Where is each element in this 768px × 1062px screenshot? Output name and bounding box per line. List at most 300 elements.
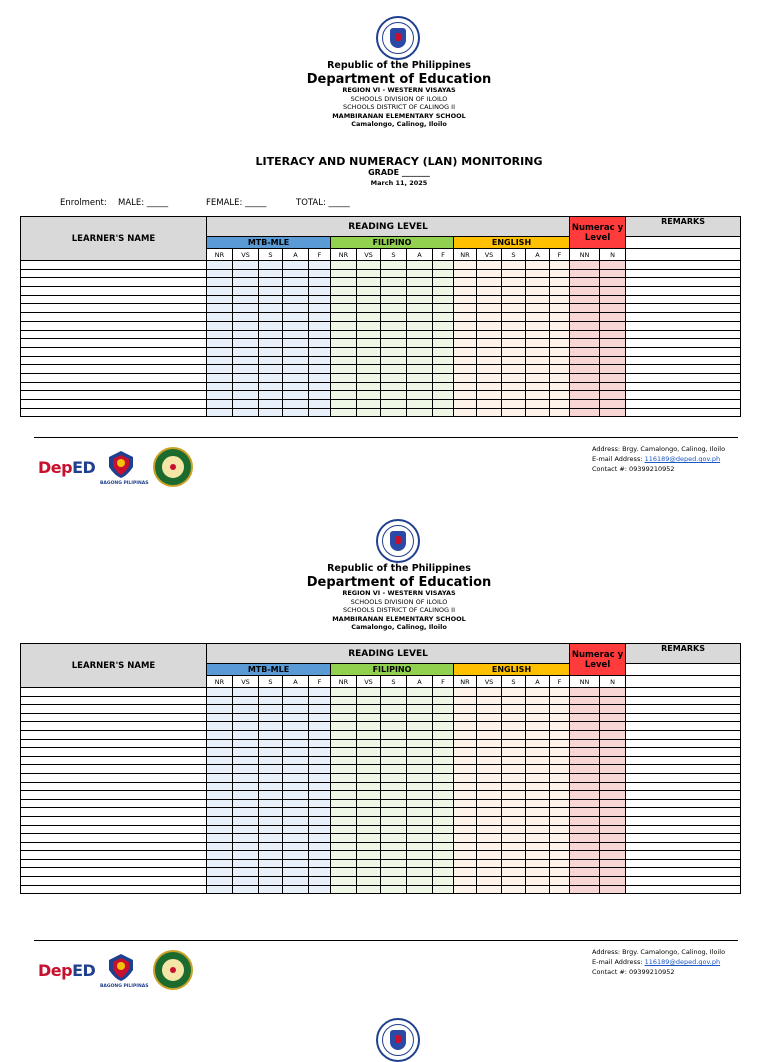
level-cell[interactable] [600, 347, 626, 356]
level-cell[interactable] [331, 261, 357, 270]
level-cell[interactable] [259, 808, 283, 817]
level-cell[interactable] [502, 816, 526, 825]
level-cell[interactable] [526, 330, 550, 339]
level-cell[interactable] [207, 313, 233, 322]
remarks-cell[interactable] [626, 713, 741, 722]
learner-name-cell[interactable] [21, 877, 207, 886]
level-cell[interactable] [526, 382, 550, 391]
level-cell[interactable] [259, 816, 283, 825]
level-cell[interactable] [407, 739, 433, 748]
level-cell[interactable] [454, 868, 477, 877]
level-cell[interactable] [381, 339, 407, 348]
level-cell[interactable] [309, 834, 331, 843]
level-cell[interactable] [502, 834, 526, 843]
level-cell[interactable] [570, 885, 600, 894]
level-cell[interactable] [600, 859, 626, 868]
level-cell[interactable] [454, 808, 477, 817]
learner-name-cell[interactable] [21, 688, 207, 697]
learner-name-cell[interactable] [21, 313, 207, 322]
level-cell[interactable] [600, 321, 626, 330]
level-cell[interactable] [550, 295, 570, 304]
level-cell[interactable] [233, 877, 259, 886]
level-cell[interactable] [526, 705, 550, 714]
remarks-cell[interactable] [626, 391, 741, 400]
level-cell[interactable] [550, 313, 570, 322]
level-cell[interactable] [550, 688, 570, 697]
learner-name-cell[interactable] [21, 791, 207, 800]
level-cell[interactable] [207, 269, 233, 278]
level-cell[interactable] [309, 408, 331, 417]
level-cell[interactable] [207, 339, 233, 348]
level-cell[interactable] [550, 799, 570, 808]
level-cell[interactable] [502, 696, 526, 705]
level-cell[interactable] [331, 765, 357, 774]
level-cell[interactable] [570, 868, 600, 877]
level-cell[interactable] [502, 278, 526, 287]
level-cell[interactable] [526, 765, 550, 774]
level-cell[interactable] [600, 295, 626, 304]
level-cell[interactable] [433, 347, 454, 356]
level-cell[interactable] [259, 287, 283, 296]
level-cell[interactable] [454, 705, 477, 714]
level-cell[interactable] [381, 304, 407, 313]
level-cell[interactable] [407, 261, 433, 270]
level-cell[interactable] [309, 373, 331, 382]
level-cell[interactable] [550, 851, 570, 860]
level-cell[interactable] [207, 825, 233, 834]
level-cell[interactable] [233, 278, 259, 287]
learner-name-cell[interactable] [21, 347, 207, 356]
remarks-cell[interactable] [626, 765, 741, 774]
level-cell[interactable] [433, 765, 454, 774]
level-cell[interactable] [381, 739, 407, 748]
level-cell[interactable] [309, 295, 331, 304]
level-cell[interactable] [233, 730, 259, 739]
level-cell[interactable] [331, 799, 357, 808]
level-cell[interactable] [526, 408, 550, 417]
level-cell[interactable] [207, 885, 233, 894]
level-cell[interactable] [381, 295, 407, 304]
level-cell[interactable] [454, 825, 477, 834]
level-cell[interactable] [331, 851, 357, 860]
level-cell[interactable] [407, 773, 433, 782]
level-cell[interactable] [381, 373, 407, 382]
level-cell[interactable] [233, 851, 259, 860]
level-cell[interactable] [233, 356, 259, 365]
level-cell[interactable] [331, 339, 357, 348]
level-cell[interactable] [381, 321, 407, 330]
level-cell[interactable] [357, 859, 381, 868]
level-cell[interactable] [233, 748, 259, 757]
level-cell[interactable] [381, 868, 407, 877]
level-cell[interactable] [502, 287, 526, 296]
level-cell[interactable] [570, 816, 600, 825]
level-cell[interactable] [502, 304, 526, 313]
level-cell[interactable] [600, 339, 626, 348]
level-cell[interactable] [600, 269, 626, 278]
level-cell[interactable] [357, 808, 381, 817]
level-cell[interactable] [357, 739, 381, 748]
learner-name-cell[interactable] [21, 748, 207, 757]
level-cell[interactable] [207, 834, 233, 843]
level-cell[interactable] [570, 321, 600, 330]
level-cell[interactable] [433, 688, 454, 697]
remarks-cell[interactable] [626, 834, 741, 843]
level-cell[interactable] [331, 834, 357, 843]
level-cell[interactable] [502, 877, 526, 886]
level-cell[interactable] [477, 705, 502, 714]
level-cell[interactable] [407, 408, 433, 417]
level-cell[interactable] [526, 278, 550, 287]
level-cell[interactable] [207, 713, 233, 722]
level-cell[interactable] [526, 365, 550, 374]
level-cell[interactable] [570, 373, 600, 382]
level-cell[interactable] [381, 877, 407, 886]
level-cell[interactable] [283, 859, 309, 868]
level-cell[interactable] [570, 278, 600, 287]
level-cell[interactable] [357, 877, 381, 886]
level-cell[interactable] [309, 816, 331, 825]
remarks-cell[interactable] [626, 287, 741, 296]
level-cell[interactable] [283, 304, 309, 313]
level-cell[interactable] [309, 739, 331, 748]
level-cell[interactable] [207, 356, 233, 365]
level-cell[interactable] [381, 773, 407, 782]
remarks-cell[interactable] [626, 347, 741, 356]
level-cell[interactable] [233, 705, 259, 714]
level-cell[interactable] [570, 877, 600, 886]
level-cell[interactable] [283, 278, 309, 287]
level-cell[interactable] [259, 391, 283, 400]
level-cell[interactable] [570, 365, 600, 374]
level-cell[interactable] [259, 791, 283, 800]
level-cell[interactable] [207, 765, 233, 774]
level-cell[interactable] [207, 400, 233, 409]
level-cell[interactable] [259, 339, 283, 348]
level-cell[interactable] [477, 739, 502, 748]
level-cell[interactable] [433, 400, 454, 409]
level-cell[interactable] [477, 791, 502, 800]
level-cell[interactable] [407, 356, 433, 365]
total-field[interactable]: TOTAL: _____ [296, 198, 350, 208]
level-cell[interactable] [381, 885, 407, 894]
level-cell[interactable] [357, 295, 381, 304]
level-cell[interactable] [259, 730, 283, 739]
remarks-cell[interactable] [626, 816, 741, 825]
level-cell[interactable] [433, 885, 454, 894]
level-cell[interactable] [550, 834, 570, 843]
level-cell[interactable] [331, 373, 357, 382]
level-cell[interactable] [502, 713, 526, 722]
level-cell[interactable] [309, 330, 331, 339]
level-cell[interactable] [526, 287, 550, 296]
level-cell[interactable] [600, 782, 626, 791]
level-cell[interactable] [454, 278, 477, 287]
level-cell[interactable] [526, 773, 550, 782]
level-cell[interactable] [309, 365, 331, 374]
level-cell[interactable] [454, 859, 477, 868]
level-cell[interactable] [550, 696, 570, 705]
level-cell[interactable] [357, 730, 381, 739]
level-cell[interactable] [331, 408, 357, 417]
level-cell[interactable] [477, 365, 502, 374]
level-cell[interactable] [381, 851, 407, 860]
level-cell[interactable] [331, 391, 357, 400]
level-cell[interactable] [454, 765, 477, 774]
level-cell[interactable] [433, 408, 454, 417]
level-cell[interactable] [207, 365, 233, 374]
level-cell[interactable] [357, 688, 381, 697]
level-cell[interactable] [454, 330, 477, 339]
level-cell[interactable] [259, 739, 283, 748]
level-cell[interactable] [283, 834, 309, 843]
level-cell[interactable] [433, 278, 454, 287]
level-cell[interactable] [526, 373, 550, 382]
level-cell[interactable] [207, 295, 233, 304]
level-cell[interactable] [502, 756, 526, 765]
remarks-cell[interactable] [626, 365, 741, 374]
level-cell[interactable] [259, 321, 283, 330]
level-cell[interactable] [283, 295, 309, 304]
level-cell[interactable] [309, 782, 331, 791]
level-cell[interactable] [550, 304, 570, 313]
level-cell[interactable] [526, 842, 550, 851]
level-cell[interactable] [331, 791, 357, 800]
level-cell[interactable] [357, 278, 381, 287]
learner-name-cell[interactable] [21, 373, 207, 382]
level-cell[interactable] [407, 295, 433, 304]
learner-name-cell[interactable] [21, 400, 207, 409]
level-cell[interactable] [454, 688, 477, 697]
level-cell[interactable] [433, 304, 454, 313]
level-cell[interactable] [454, 365, 477, 374]
level-cell[interactable] [526, 885, 550, 894]
level-cell[interactable] [570, 791, 600, 800]
level-cell[interactable] [433, 816, 454, 825]
level-cell[interactable] [477, 834, 502, 843]
level-cell[interactable] [357, 791, 381, 800]
level-cell[interactable] [381, 842, 407, 851]
level-cell[interactable] [331, 382, 357, 391]
level-cell[interactable] [331, 365, 357, 374]
level-cell[interactable] [477, 730, 502, 739]
level-cell[interactable] [502, 408, 526, 417]
level-cell[interactable] [433, 834, 454, 843]
level-cell[interactable] [357, 782, 381, 791]
learner-name-cell[interactable] [21, 261, 207, 270]
level-cell[interactable] [233, 859, 259, 868]
learner-name-cell[interactable] [21, 773, 207, 782]
level-cell[interactable] [259, 748, 283, 757]
level-cell[interactable] [454, 408, 477, 417]
level-cell[interactable] [309, 748, 331, 757]
level-cell[interactable] [477, 278, 502, 287]
level-cell[interactable] [309, 261, 331, 270]
level-cell[interactable] [454, 739, 477, 748]
level-cell[interactable] [381, 705, 407, 714]
level-cell[interactable] [283, 851, 309, 860]
remarks-cell[interactable] [626, 278, 741, 287]
level-cell[interactable] [433, 808, 454, 817]
level-cell[interactable] [477, 382, 502, 391]
level-cell[interactable] [502, 782, 526, 791]
level-cell[interactable] [570, 408, 600, 417]
learner-name-cell[interactable] [21, 321, 207, 330]
remarks-cell[interactable] [626, 868, 741, 877]
female-field[interactable]: FEMALE: _____ [206, 198, 267, 208]
level-cell[interactable] [502, 688, 526, 697]
male-field[interactable]: MALE: _____ [118, 198, 169, 208]
level-cell[interactable] [502, 365, 526, 374]
level-cell[interactable] [526, 739, 550, 748]
level-cell[interactable] [283, 799, 309, 808]
level-cell[interactable] [381, 730, 407, 739]
remarks-cell[interactable] [626, 782, 741, 791]
level-cell[interactable] [407, 756, 433, 765]
level-cell[interactable] [381, 748, 407, 757]
level-cell[interactable] [526, 868, 550, 877]
level-cell[interactable] [454, 713, 477, 722]
level-cell[interactable] [570, 859, 600, 868]
level-cell[interactable] [550, 748, 570, 757]
level-cell[interactable] [381, 799, 407, 808]
level-cell[interactable] [331, 816, 357, 825]
level-cell[interactable] [309, 356, 331, 365]
level-cell[interactable] [283, 356, 309, 365]
footer-email-link[interactable]: 116189@deped.gov.ph [644, 958, 721, 966]
level-cell[interactable] [309, 287, 331, 296]
level-cell[interactable] [550, 816, 570, 825]
level-cell[interactable] [502, 748, 526, 757]
level-cell[interactable] [600, 400, 626, 409]
level-cell[interactable] [283, 885, 309, 894]
level-cell[interactable] [433, 356, 454, 365]
level-cell[interactable] [477, 808, 502, 817]
remarks-cell[interactable] [626, 877, 741, 886]
level-cell[interactable] [526, 304, 550, 313]
level-cell[interactable] [407, 269, 433, 278]
level-cell[interactable] [207, 408, 233, 417]
level-cell[interactable] [233, 722, 259, 731]
level-cell[interactable] [477, 373, 502, 382]
learner-name-cell[interactable] [21, 304, 207, 313]
level-cell[interactable] [259, 705, 283, 714]
level-cell[interactable] [331, 713, 357, 722]
level-cell[interactable] [550, 321, 570, 330]
level-cell[interactable] [233, 868, 259, 877]
level-cell[interactable] [357, 799, 381, 808]
level-cell[interactable] [381, 765, 407, 774]
level-cell[interactable] [407, 859, 433, 868]
level-cell[interactable] [233, 287, 259, 296]
level-cell[interactable] [600, 382, 626, 391]
learner-name-cell[interactable] [21, 722, 207, 731]
level-cell[interactable] [502, 842, 526, 851]
level-cell[interactable] [331, 842, 357, 851]
level-cell[interactable] [454, 321, 477, 330]
level-cell[interactable] [381, 825, 407, 834]
level-cell[interactable] [309, 859, 331, 868]
level-cell[interactable] [233, 269, 259, 278]
level-cell[interactable] [570, 825, 600, 834]
level-cell[interactable] [477, 765, 502, 774]
level-cell[interactable] [207, 373, 233, 382]
level-cell[interactable] [233, 313, 259, 322]
level-cell[interactable] [407, 877, 433, 886]
level-cell[interactable] [502, 825, 526, 834]
level-cell[interactable] [283, 261, 309, 270]
level-cell[interactable] [283, 722, 309, 731]
level-cell[interactable] [600, 391, 626, 400]
level-cell[interactable] [331, 696, 357, 705]
level-cell[interactable] [477, 782, 502, 791]
level-cell[interactable] [407, 834, 433, 843]
level-cell[interactable] [233, 842, 259, 851]
remarks-cell[interactable] [626, 373, 741, 382]
level-cell[interactable] [526, 269, 550, 278]
level-cell[interactable] [454, 885, 477, 894]
learner-name-cell[interactable] [21, 730, 207, 739]
level-cell[interactable] [207, 868, 233, 877]
level-cell[interactable] [570, 730, 600, 739]
level-cell[interactable] [381, 782, 407, 791]
level-cell[interactable] [600, 696, 626, 705]
level-cell[interactable] [570, 688, 600, 697]
level-cell[interactable] [550, 365, 570, 374]
learner-name-cell[interactable] [21, 834, 207, 843]
level-cell[interactable] [550, 347, 570, 356]
level-cell[interactable] [331, 400, 357, 409]
level-cell[interactable] [600, 730, 626, 739]
level-cell[interactable] [454, 773, 477, 782]
level-cell[interactable] [600, 688, 626, 697]
level-cell[interactable] [526, 688, 550, 697]
level-cell[interactable] [207, 799, 233, 808]
level-cell[interactable] [502, 773, 526, 782]
level-cell[interactable] [259, 722, 283, 731]
level-cell[interactable] [331, 885, 357, 894]
level-cell[interactable] [309, 313, 331, 322]
level-cell[interactable] [259, 347, 283, 356]
level-cell[interactable] [407, 799, 433, 808]
level-cell[interactable] [570, 269, 600, 278]
level-cell[interactable] [381, 713, 407, 722]
level-cell[interactable] [570, 842, 600, 851]
level-cell[interactable] [407, 321, 433, 330]
level-cell[interactable] [526, 756, 550, 765]
level-cell[interactable] [207, 730, 233, 739]
level-cell[interactable] [570, 400, 600, 409]
level-cell[interactable] [407, 816, 433, 825]
level-cell[interactable] [433, 261, 454, 270]
level-cell[interactable] [407, 278, 433, 287]
footer-email-link[interactable]: 116189@deped.gov.ph [644, 455, 721, 463]
level-cell[interactable] [454, 791, 477, 800]
level-cell[interactable] [283, 765, 309, 774]
level-cell[interactable] [550, 278, 570, 287]
level-cell[interactable] [233, 347, 259, 356]
level-cell[interactable] [477, 877, 502, 886]
level-cell[interactable] [502, 722, 526, 731]
level-cell[interactable] [433, 877, 454, 886]
level-cell[interactable] [207, 722, 233, 731]
level-cell[interactable] [526, 261, 550, 270]
level-cell[interactable] [407, 347, 433, 356]
level-cell[interactable] [233, 330, 259, 339]
level-cell[interactable] [550, 373, 570, 382]
level-cell[interactable] [526, 321, 550, 330]
level-cell[interactable] [454, 347, 477, 356]
